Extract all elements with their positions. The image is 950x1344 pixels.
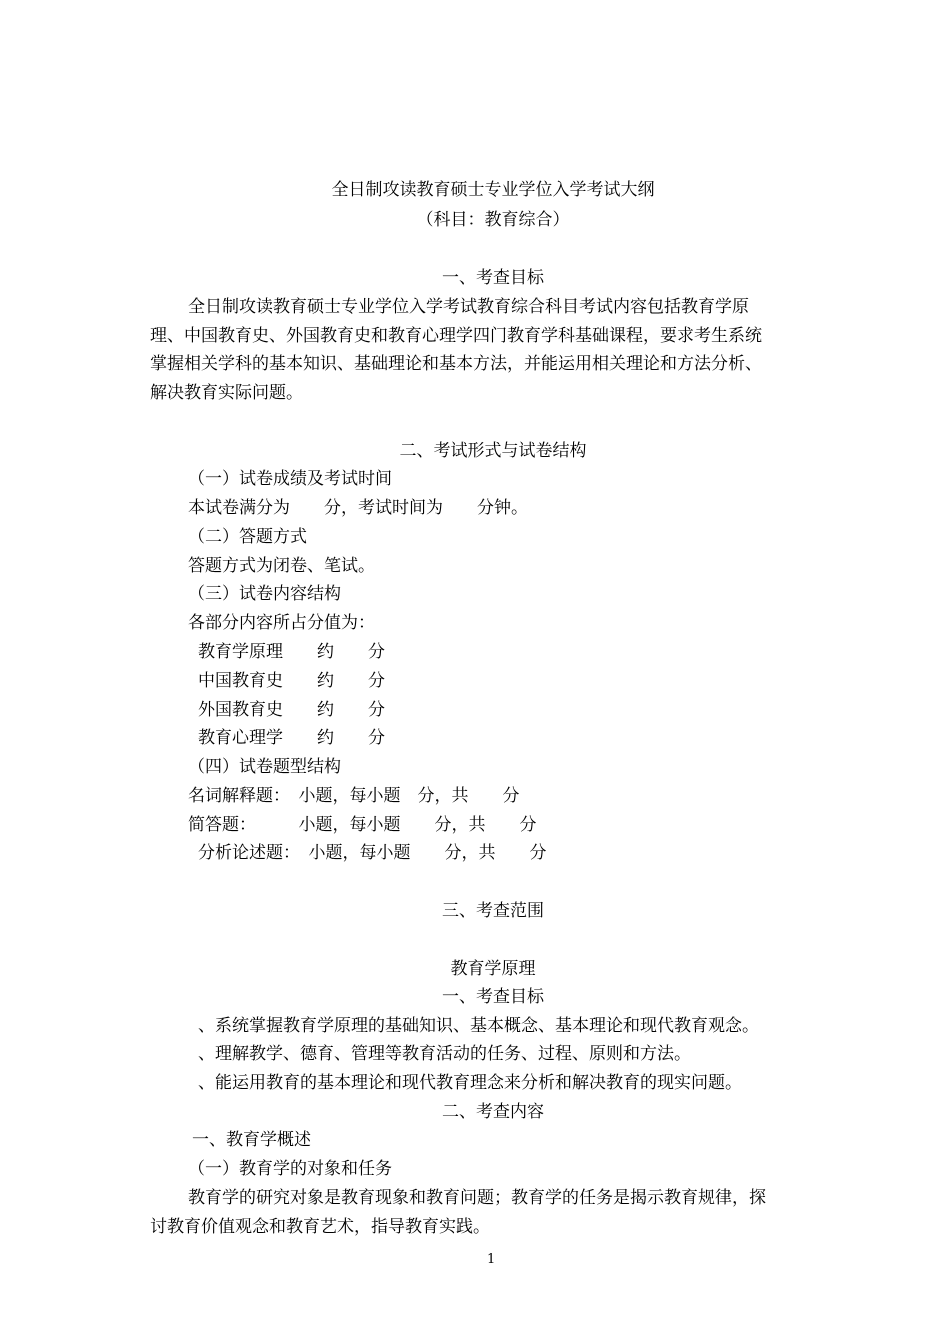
content-part-line: 中国教育史 约 分 bbox=[198, 671, 385, 691]
page-number: 1 bbox=[487, 1252, 496, 1267]
content-heading: 二、考查内容 bbox=[442, 1102, 544, 1122]
section2-sub3-text: 各部分内容所占分值为： bbox=[188, 613, 375, 633]
section2-sub3-heading: （三）试卷内容结构 bbox=[188, 584, 341, 604]
section1-paragraph-line: 全日制攻读教育硕士专业学位入学考试教育综合科目考试内容包括教育学原 bbox=[188, 297, 749, 317]
content-part-line: 外国教育史 约 分 bbox=[198, 700, 385, 720]
section1-paragraph-line: 理、中国教育史、外国教育史和教育心理学四门教育学科基础课程，要求考生系统 bbox=[150, 326, 762, 346]
chapter-heading: 一、教育学概述 bbox=[192, 1130, 311, 1150]
section2-sub2-text: 答题方式为闭卷、笔试。 bbox=[188, 556, 375, 576]
section2-heading: 二、考试形式与试卷结构 bbox=[399, 441, 587, 461]
section2-sub1-heading: （一）试卷成绩及考试时间 bbox=[188, 469, 392, 489]
section2-sub2-heading: （二）答题方式 bbox=[188, 527, 307, 547]
goal-item: 、系统掌握教育学原理的基础知识、基本概念、基本理论和现代教育观念。 bbox=[198, 1016, 759, 1036]
document-subtitle: （科目：教育综合） bbox=[416, 210, 570, 230]
chapter-subheading: （一）教育学的对象和任务 bbox=[188, 1159, 392, 1179]
section1-paragraph-line: 掌握相关学科的基本知识、基础理论和基本方法，并能运用相关理论和方法分析、 bbox=[150, 354, 762, 374]
section2-sub4-heading: （四）试卷题型结构 bbox=[188, 757, 341, 777]
question-type-line: 分析论述题： 小题，每小题 分，共 分 bbox=[198, 843, 547, 863]
goal-item: 、理解教学、德育、管理等教育活动的任务、过程、原则和方法。 bbox=[198, 1044, 691, 1064]
goal-item: 、能运用教育的基本理论和现代教育理念来分析和解决教育的现实问题。 bbox=[198, 1073, 742, 1093]
section2-sub1-text: 本试卷满分为 分，考试时间为 分钟。 bbox=[188, 498, 528, 518]
section1-paragraph-line: 解决教育实际问题。 bbox=[150, 383, 303, 403]
goal-heading: 一、考查目标 bbox=[442, 987, 544, 1007]
document-title: 全日制攻读教育硕士专业学位入学考试大纲 bbox=[331, 180, 655, 200]
subject-heading: 教育学原理 bbox=[450, 959, 536, 979]
content-part-line: 教育心理学 约 分 bbox=[198, 728, 385, 748]
section1-heading: 一、考查目标 bbox=[442, 268, 544, 288]
chapter-paragraph-line: 讨教育价值观念和教育艺术，指导教育实践。 bbox=[150, 1217, 490, 1237]
question-type-line: 名词解释题： 小题，每小题 分，共 分 bbox=[188, 786, 520, 806]
question-type-line: 简答题： 小题，每小题 分，共 分 bbox=[188, 815, 537, 835]
content-part-line: 教育学原理 约 分 bbox=[198, 642, 385, 662]
section3-heading: 三、考查范围 bbox=[442, 901, 544, 921]
chapter-paragraph-line: 教育学的研究对象是教育现象和教育问题；教育学的任务是揭示教育规律，探 bbox=[188, 1188, 766, 1208]
